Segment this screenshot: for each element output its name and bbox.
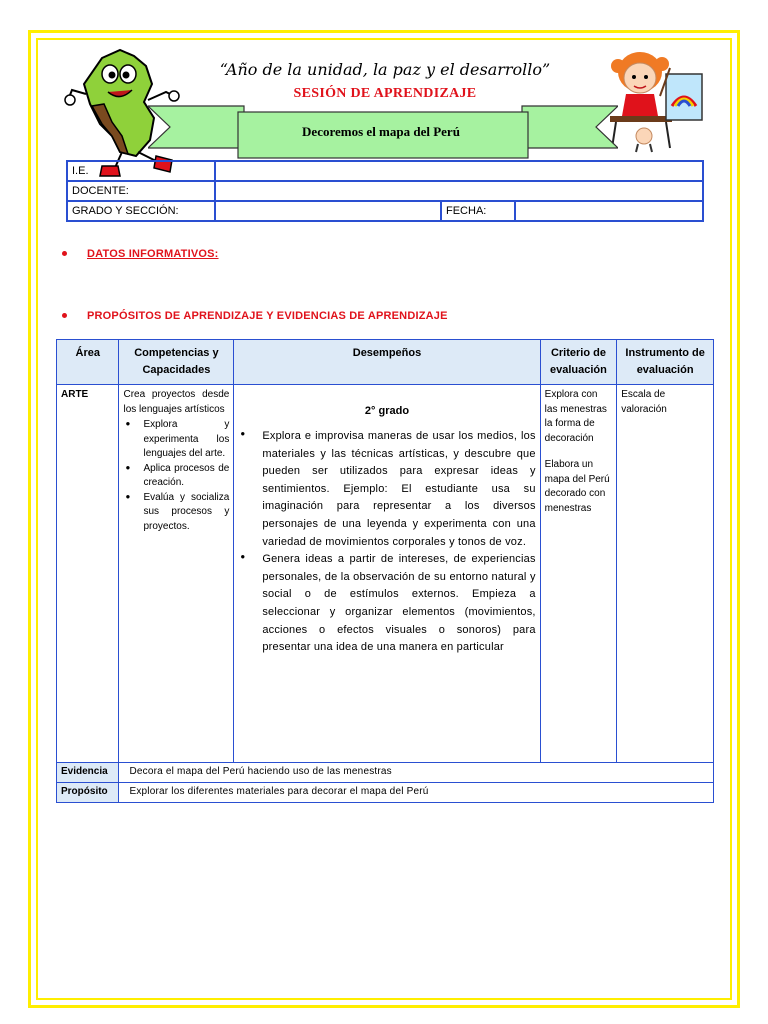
table-header-row bbox=[57, 340, 714, 385]
evidencia-row bbox=[57, 763, 714, 783]
header-area: Área bbox=[57, 340, 119, 385]
header-criterio: Criterio de evaluación bbox=[540, 340, 617, 385]
list-item: ● Evalúa y socializa sus procesos y proyectos. bbox=[123, 491, 229, 535]
list-item: ● Aplica procesos de creación. bbox=[123, 462, 229, 491]
bullet-icon bbox=[62, 251, 67, 256]
table-row bbox=[57, 385, 714, 763]
area-cell: ARTE bbox=[57, 385, 119, 763]
evidencia-label: Evidencia bbox=[57, 763, 119, 783]
info-table bbox=[66, 160, 704, 222]
datos-heading-text: DATOS INFORMATIVOS: bbox=[87, 248, 219, 260]
propositos-heading bbox=[62, 310, 448, 322]
desempenos-list bbox=[238, 428, 535, 657]
session-title: SESIÓN DE APRENDIZAJE bbox=[293, 86, 477, 101]
grado-value bbox=[215, 201, 441, 221]
header-competencias: Competencias y Capacidades bbox=[119, 340, 234, 385]
criterio-cell bbox=[540, 385, 617, 763]
proposito-row bbox=[57, 783, 714, 803]
year-motto: “Año de la unidad, la paz y el desarrollo” bbox=[219, 60, 551, 79]
list-item: ● Genera ideas a partir de intereses, de experiencias personales, de la observación de su entorno natural y social o de estímulos externos. Empieza a seleccionar y organizar elementos (movimientos, acciones o efectos visuales o sonoros) para presentar una idea de una manera en particular bbox=[238, 551, 535, 657]
learning-purposes-table bbox=[56, 339, 714, 803]
girl-painting-illustration bbox=[604, 44, 708, 156]
ie-value bbox=[215, 161, 703, 181]
header-desempenos: Desempeños bbox=[234, 340, 540, 385]
propositos-heading-text: PROPÓSITOS DE APRENDIZAJE Y EVIDENCIAS DE APRENDIZAJE bbox=[87, 310, 448, 322]
fecha-label: FECHA: bbox=[441, 201, 515, 221]
proposito-text: Explorar los diferentes materiales para decorar el mapa del Perú bbox=[119, 783, 714, 803]
evidencia-text: Decora el mapa del Perú haciendo uso de las menestras bbox=[119, 763, 714, 783]
list-item: ● Explora y experimenta los lenguajes del arte. bbox=[123, 418, 229, 462]
ie-label: I.E. bbox=[67, 161, 215, 181]
grado-label: GRADO Y SECCIÓN: bbox=[67, 201, 215, 221]
competencia-text: Crea proyectos desde los lenguajes artísticos bbox=[123, 389, 230, 415]
instrumento-cell: Escala de valoración bbox=[617, 385, 714, 763]
competencias-cell bbox=[119, 385, 234, 763]
header-instrumento: Instrumento de evaluación bbox=[617, 340, 714, 385]
list-item: ● Explora e improvisa maneras de usar los medios, los materiales y las técnicas artísticas, y descubre que pueden ser utilizados para expresar ideas y sentimientos. Ejemplo: El estudiante usa su imaginación para representar a los diversos personajes de una leyenda y experimenta con una variedad de movimientos corporales y tonos de voz. bbox=[238, 428, 535, 551]
criterio-item: Explora con las menestras la forma de decoración bbox=[544, 389, 607, 444]
criterio-item: Elabora un mapa del Perú decorado con menestras bbox=[544, 459, 610, 514]
datos-informativos-heading bbox=[62, 248, 219, 260]
grade-label: 2° grado bbox=[364, 405, 410, 418]
lesson-title: Decoremos el mapa del Perú bbox=[302, 124, 460, 139]
fecha-value bbox=[515, 201, 703, 221]
proposito-label: Propósito bbox=[57, 783, 119, 803]
desempenos-cell bbox=[234, 385, 540, 763]
bullet-icon bbox=[62, 313, 67, 318]
capacidades-list bbox=[123, 418, 229, 534]
docente-value bbox=[215, 181, 703, 201]
docente-label: DOCENTE: bbox=[67, 181, 215, 201]
